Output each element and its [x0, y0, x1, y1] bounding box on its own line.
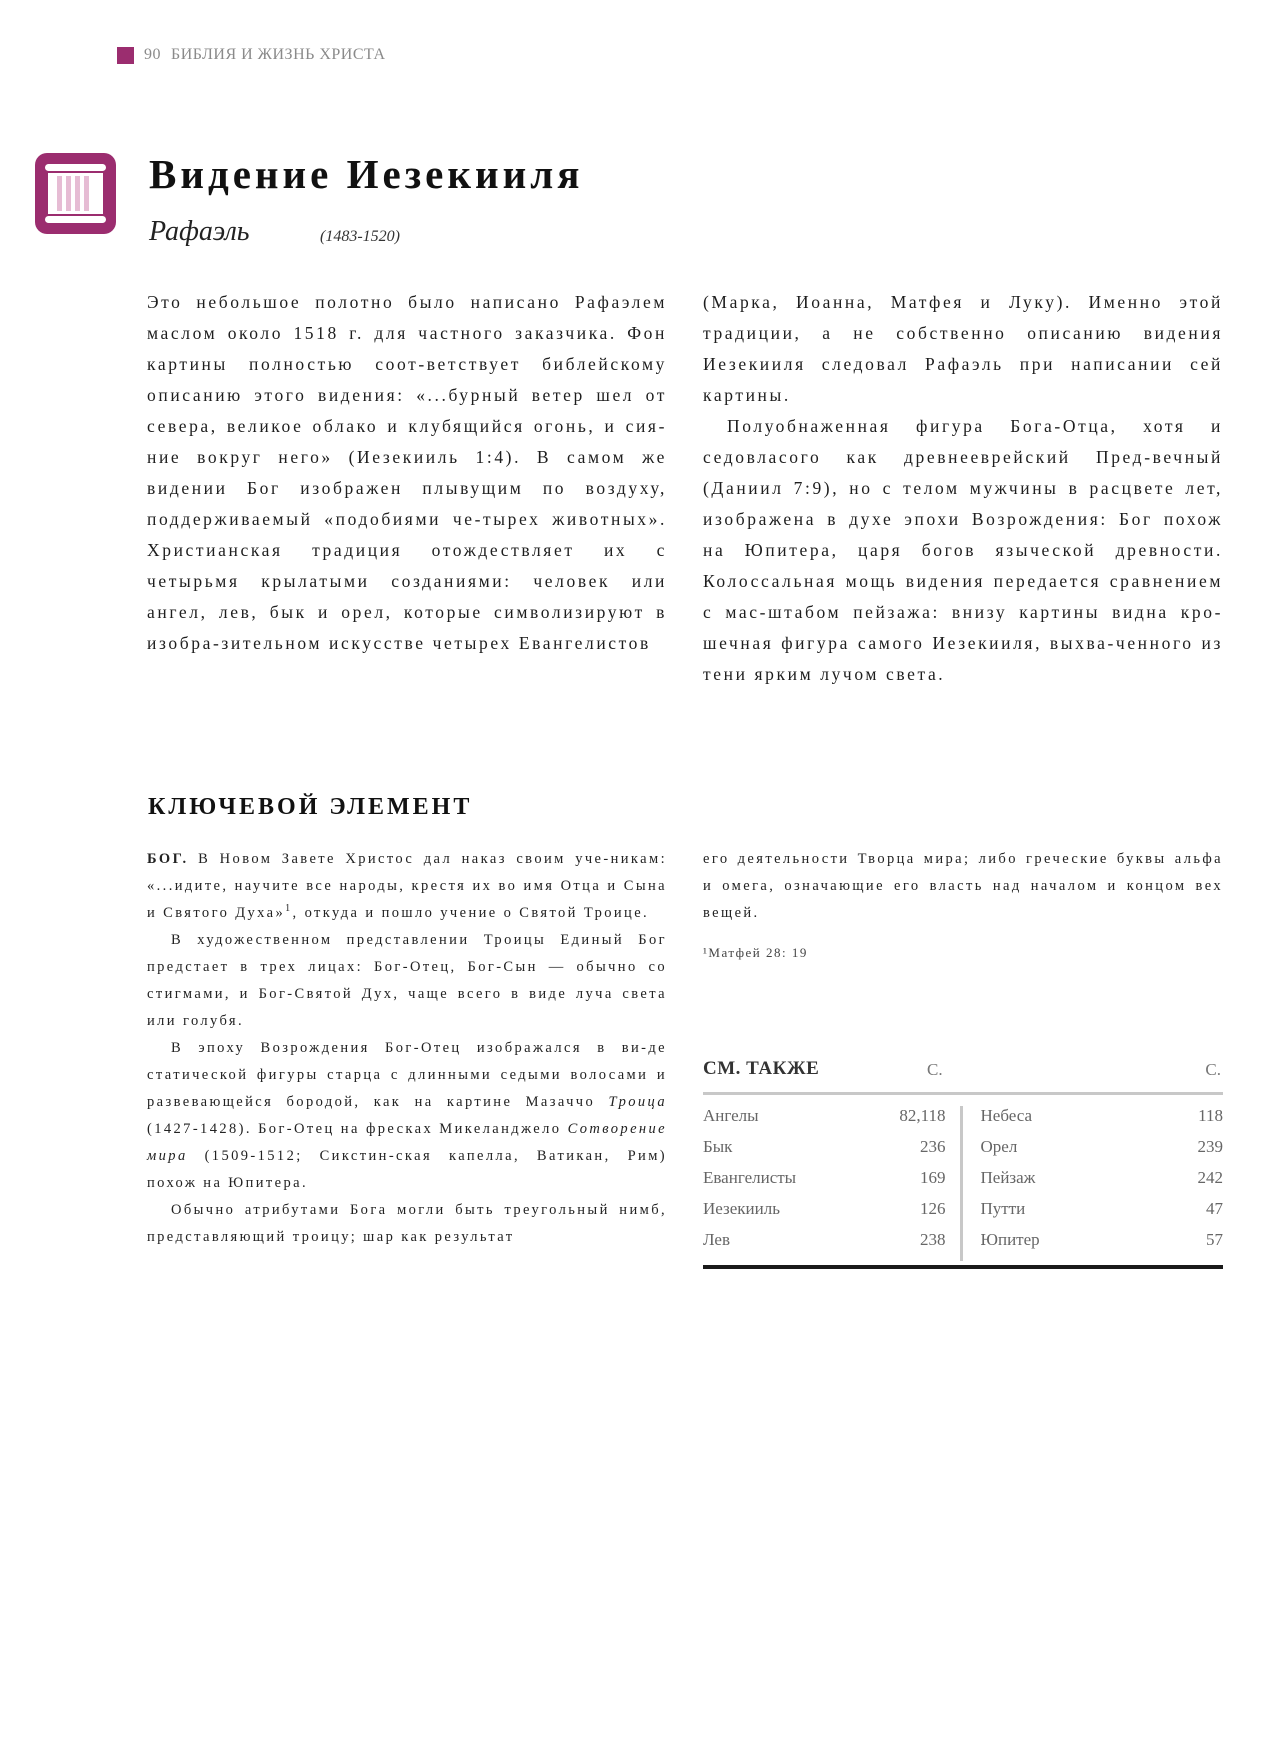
see-also-title: СМ. ТАКЖЕ	[703, 1058, 820, 1079]
intro-paragraph: Это небольшое полотно было написано Рафаэлем маслом около 1518 г. для частного заказчика. Фон картины полностью соот-ветствует библейскому описанию этого видения: «...бурный ветер шел от севера, великое облако и клубящийся огонь, и сия-ние вокруг него» (Иезекииль 1:4). В самом же видении Бог изображен плывущим по воздуху, поддерживаемый «подобиями че-тырех животных». Христианская традиция отождествляет их с четырьмя крылатыми созданиями: человек или ангел, лев, бык и орел, которые символизируют в изобра-зительном искусстве четырех Евангелистов	[147, 292, 667, 653]
key-element-column-left	[147, 846, 667, 1251]
artwork-title: Троица	[608, 1094, 667, 1110]
key-paragraph: его деятельности Творца мира; либо греческие буквы альфа и омега, означающие его власть над началом и концом вех вещей.	[703, 851, 1223, 921]
key-paragraph: БОГ. В Новом Завете Христос дал наказ своим уче-никам: «...идите, научите все народы, крестя их во имя Отца и Сына и Святого Духа»$^1$, откуда и пошло учение о Святой Троице.	[147, 851, 667, 921]
footnote: ¹Матфей 28: 19	[703, 945, 808, 960]
scroll-icon	[35, 153, 116, 234]
key-element-heading: КЛЮЧЕВОЙ ЭЛЕМЕНТ	[148, 794, 473, 820]
see-also-header	[703, 1054, 1223, 1095]
see-also-row: Бык 236	[703, 1137, 946, 1156]
key-paragraph: Обычно атрибутами Бога могли быть треугольный нимб, представляющий троицу; шар как результат	[147, 1202, 667, 1245]
running-header	[117, 44, 386, 66]
see-also-row: Ангелы 82,118	[703, 1106, 946, 1125]
header-marker	[117, 47, 134, 64]
key-element-column-right	[703, 846, 1223, 966]
see-also-row: Юпитер 57	[980, 1230, 1223, 1249]
see-also-row: Иезекииль 126	[703, 1199, 946, 1218]
intro-paragraph: Полуобнаженная фигура Бога-Отца, хотя и седовласого как древнееврейский Пред-вечный (Даниил 7:9), но с телом мужчины в расцвете лет, изображена в духе эпохи Возрождения: Бог похож на Юпитера, царя богов языческой древности. Колоссальная мощь видения передается сравнением с мас-штабом пейзажа: внизу картины видна кро-шечная фигура самого Иезекииля, выхва-ченного из тени ярким лучом света.	[703, 416, 1223, 684]
see-also-row: Евангелисты 169	[703, 1168, 946, 1187]
key-paragraph: В эпоху Возрождения Бог-Отец изображался в ви-де статической фигуры старца с длинными седыми волосами и развевающейся бородой, как на картине Мазаччо Троица (1427-1428). Бог-Отец на фресках Микеланджело Сотворение мира (1509-1512; Сикстин-ская капелла, Ватикан, Рим) похож на Юпитера.	[147, 1040, 667, 1191]
artwork-title: Сотворение мира	[147, 1121, 667, 1164]
see-also-table	[703, 1054, 1223, 1269]
see-also-row: Лев 238	[703, 1230, 946, 1249]
intro-column-left	[147, 287, 667, 659]
see-also-row: Путти 47	[980, 1199, 1223, 1218]
see-also-row: Орел 239	[980, 1137, 1223, 1156]
see-also-row: Пейзаж 242	[980, 1168, 1223, 1187]
see-also-column-right	[963, 1106, 1224, 1261]
lead-word: БОГ.	[147, 851, 189, 867]
page-number: 90	[144, 46, 161, 63]
artist-name: Рафаэль	[149, 216, 250, 247]
see-also-column-left	[703, 1106, 963, 1261]
page-title: Видение Иезекииля	[149, 151, 584, 197]
see-also-row: Небеса 118	[980, 1106, 1223, 1125]
see-also-body	[703, 1095, 1223, 1269]
key-paragraph: В художественном представлении Троицы Единый Бог предстает в трех лицах: Бог-Отец, Бог-Сын — обычно со стигмами, и Бог-Святой Дух, чаще всего в виде луча света или голубя.	[147, 932, 667, 1029]
running-title: БИБЛИЯ И ЖИЗНЬ ХРИСТА	[171, 46, 386, 63]
page-column-label: С.	[1205, 1060, 1221, 1079]
page-column-label: С.	[927, 1060, 943, 1079]
artist-dates: (1483-1520)	[320, 228, 400, 245]
intro-paragraph: (Марка, Иоанна, Матфея и Луку). Именно этой традиции, а не собственно описанию видения Иезекииля следовал Рафаэль при написании сей картины.	[703, 292, 1223, 405]
intro-column-right	[703, 287, 1223, 690]
footnote-marker: 1	[285, 903, 293, 915]
